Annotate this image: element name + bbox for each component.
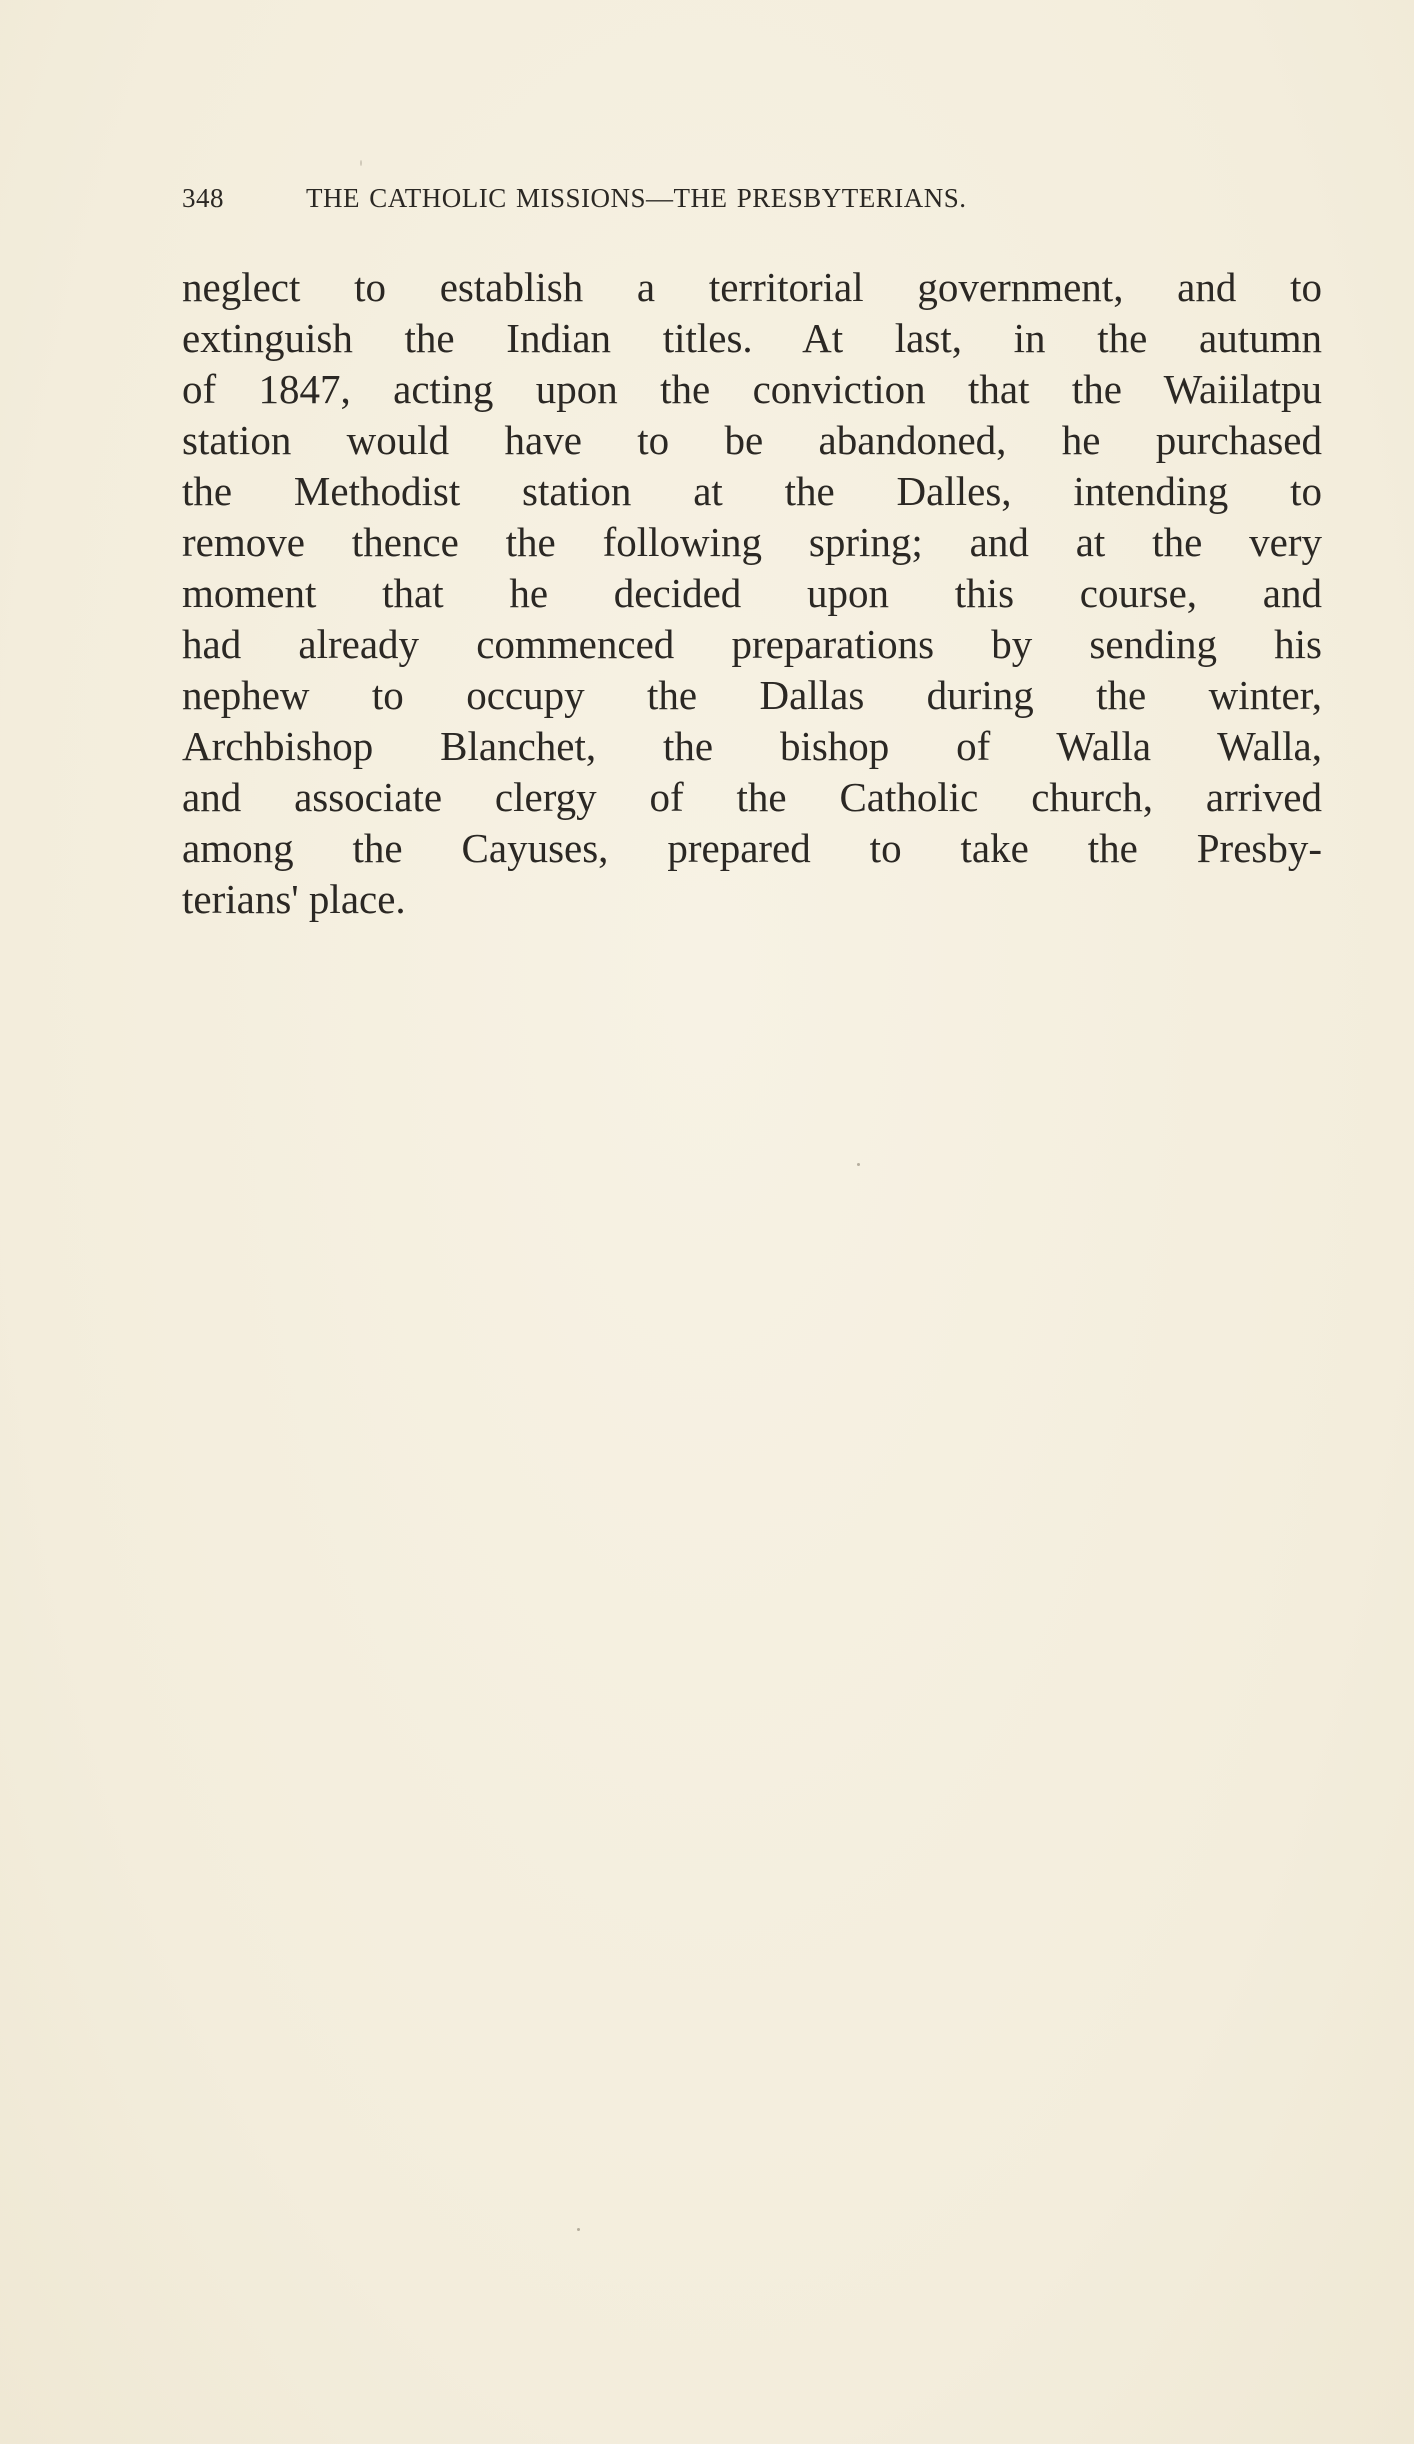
running-head [182,183,1212,223]
text-line: nephew to occupy the Dallas during the winter, [182,672,1322,718]
text-line: and associate clergy of the Catholic church, arrived [182,774,1322,820]
paper-speck [857,1163,860,1166]
body-paragraph [182,262,1322,925]
text-line: moment that he decided upon this course, and [182,570,1322,616]
text-line: station would have to be abandoned, he purchased [182,417,1322,463]
text-line: neglect to establish a territorial government, and to [182,264,1322,310]
text-line: among the Cayuses, prepared to take the Presby- [182,825,1322,871]
page-number: 348 [182,183,224,213]
running-title: THE CATHOLIC MISSIONS—THE PRESBYTERIANS. [306,183,967,213]
text-line: terians' place. [182,876,406,922]
paper-speck [360,160,362,166]
text-line: of 1847, acting upon the conviction that the Waiilatpu [182,366,1322,412]
text-line: had already commenced preparations by sending his [182,621,1322,667]
text-line: extinguish the Indian titles. At last, in the autumn [182,315,1322,361]
text-line: the Methodist station at the Dalles, intending to [182,468,1322,514]
text-line: remove thence the following spring; and at the very [182,519,1322,565]
text-line: Archbishop Blanchet, the bishop of Walla Walla, [182,723,1322,769]
paper-speck [577,2228,580,2231]
